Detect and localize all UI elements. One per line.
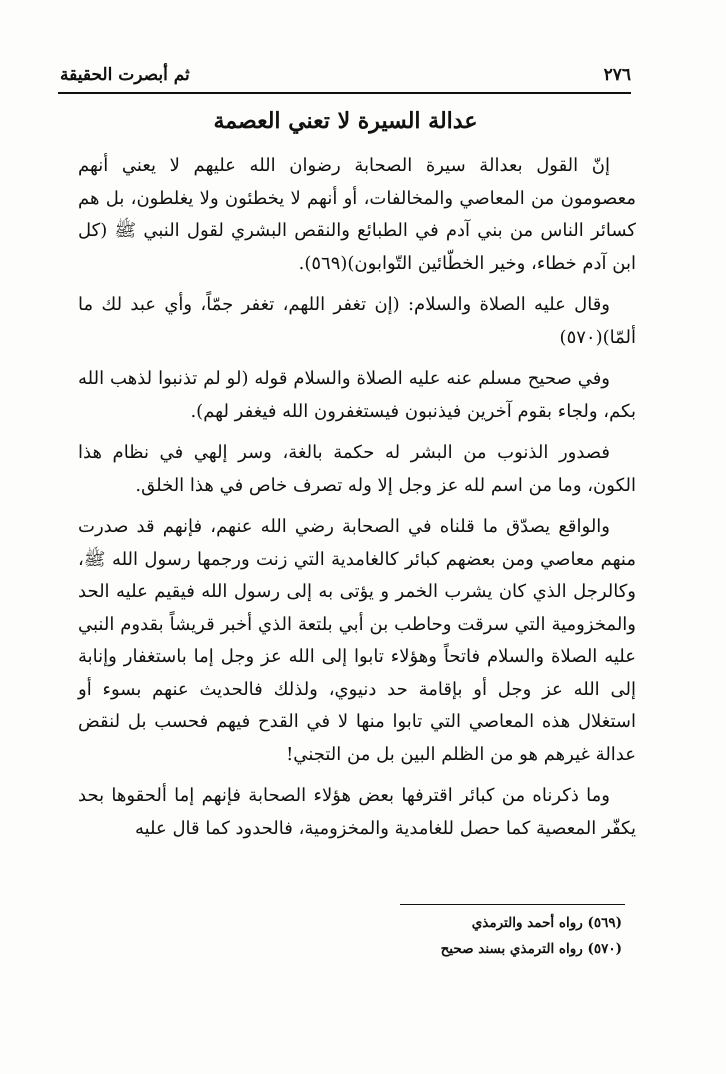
- paragraph-4: فصدور الذنوب من البشر له حكمة بالغة، وسر إلهي في نظام هذا الكون، وما من اسم لله عز وجل إلا وله تصرف خاص في هذا الخلق.: [78, 442, 636, 496]
- body-text: [78, 150, 636, 854]
- footnote-569: (٥٦٩) رواه أحمد والترمذي: [471, 915, 622, 931]
- paragraph-6: وما ذكرناه من كبائر اقترفها بعض هؤلاء الصحابة فإنهم إما ألحقوها بحد يكفّر المعصية كما حصل للغامدية والمخزومية، فالحدود كما قال عليه: [78, 785, 636, 839]
- paragraph-1: إنّ القول بعدالة سيرة الصحابة رضوان الله عليهم لا يعني أنهم معصومون من المعاصي والمخالفات، أو أنهم لا يخطئون ولا يغلطون، بل هم كسائر الناس من بني آدم في الطبائع والنقص البشري لقول النبي ﷺ (كل ابن آدم خطاء، وخير الخطّائين التّوابون)(٥٦٩).: [78, 155, 636, 274]
- page-number: ٢٧٦: [603, 65, 631, 85]
- footnotes: [300, 910, 622, 962]
- section-title: عدالة السيرة لا تعني العصمة: [213, 108, 478, 134]
- paragraph-5: والواقع يصدّق ما قلناه في الصحابة رضي الله عنهم، فإنهم قد صدرت منهم معاصي ومن بعضهم كبائر كالغامدية التي زنت ورجمها رسول الله ﷺ، وكالرجل الذي كان يشرب الخمر و يؤتى به إلى رسول الله فيقيم عليه الحد والمخزومية التي سرقت وحاطب بن أبي بلتعة الذي أخبر قريشاً بقدوم النبي عليه الصلاة والسلام فاتحاً وهؤلاء تابوا إلى الله عز وجل إما باستغفار وإنابة إلى الله عز وجل أو بإقامة حد دنيوي، ولذلك فالحديث عنهم بسوء أو استغلال هذه المعاصي التي تابوا منها لا في القدح فيهم فحسب بل لنقض عدالة غيرهم هو من الظلم البين بل من التجني!: [78, 516, 636, 765]
- header-divider: [58, 92, 631, 94]
- paragraph-3: وفي صحيح مسلم عنه عليه الصلاة والسلام قوله (لو لم تذنبوا لذهب الله بكم، ولجاء بقوم آخرين فيذنبون فيستغفرون الله فيغفر لهم).: [78, 368, 636, 422]
- footnote-divider: [400, 904, 625, 905]
- paragraph-2: وقال عليه الصلاة والسلام: (إن تغفر اللهم، تغفر جمّاً، وأي عبد لك ما ألمّا)(٥٧٠): [78, 294, 636, 348]
- page-header: [60, 60, 631, 90]
- book-title: ثم أبصرت الحقيقة: [60, 65, 190, 85]
- footnote-570: (٥٧٠) رواه الترمذي بسند صحيح: [440, 941, 622, 957]
